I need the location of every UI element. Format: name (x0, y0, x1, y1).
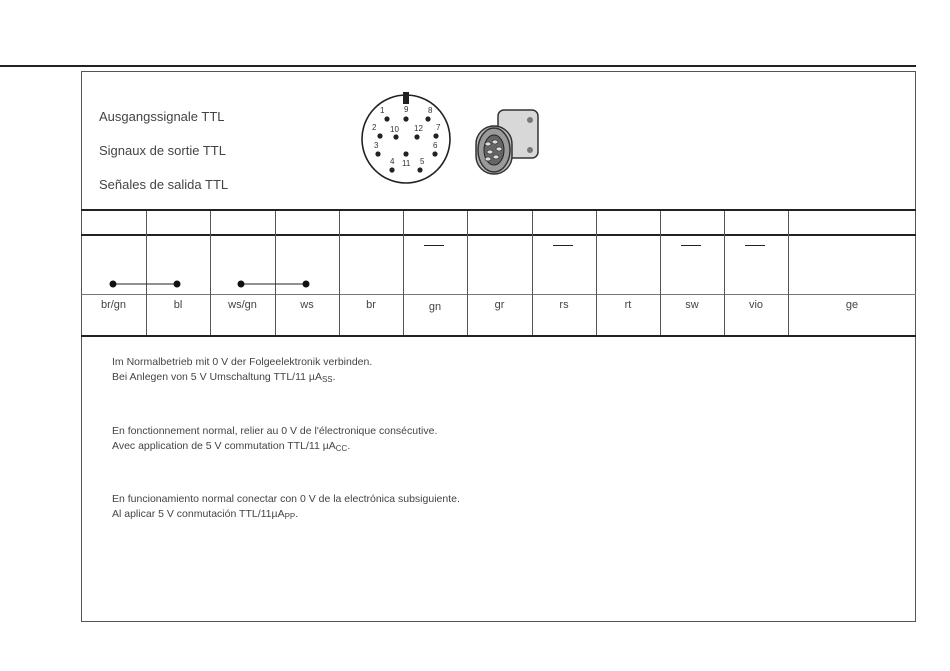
pin-label: 8 (428, 106, 433, 115)
pin-layout-diagram (360, 90, 456, 188)
wire-color-label: ws (300, 299, 314, 311)
note-line: Im Normalbetrieb mit 0 V der Folgeelektronik verbinden. (112, 356, 373, 368)
table-rule (81, 209, 916, 211)
note-line: Al aplicar 5 V conmutación TTL/11µA$_{PP}$. (112, 508, 299, 521)
pin-label: 12 (414, 124, 423, 133)
wire-color-label: rt (624, 299, 632, 311)
title-block (99, 108, 228, 210)
inverted-bar (745, 245, 765, 246)
pin-label: 10 (390, 125, 399, 134)
note-line: Avec application de 5 V commutation TTL/11 µA$_{CC}$. (112, 440, 351, 453)
inverted-bar (553, 245, 573, 246)
connector-illustration (468, 102, 544, 184)
wire-color-label: gn (428, 301, 442, 313)
wire-color-label: bl (173, 299, 183, 311)
note-fr (112, 424, 437, 456)
inverted-bar (424, 245, 444, 246)
title-es: Señales de salida TTL (99, 177, 229, 192)
wire-color-label: sw (685, 299, 699, 311)
pin-label: 2 (372, 123, 377, 132)
note-line: En fonctionnement normal, relier au 0 V de l'électronique consécutive. (112, 425, 438, 437)
wire-color-label: ge (845, 299, 859, 311)
note-line: En funcionamiento normal conectar con 0 V de la electrónica subsiguiente. (112, 493, 460, 505)
inverted-bar (681, 245, 701, 246)
note-line: Bei Anlegen von 5 V Umschaltung TTL/11 µA$_{SS}$. (112, 371, 336, 384)
title-de: Ausgangssignale TTL (99, 109, 225, 124)
top-rule (0, 65, 916, 67)
wire-color-label: ws/gn (228, 299, 257, 311)
pin-label: 9 (404, 105, 409, 114)
wire-color-label: rs (559, 299, 569, 311)
pin-label: 6 (433, 141, 438, 150)
pin-label: 3 (374, 141, 379, 150)
note-es (112, 492, 460, 524)
pin-label: 7 (436, 123, 441, 132)
wire-color-label: vio (748, 299, 764, 311)
title-fr: Signaux de sortie TTL (99, 143, 226, 158)
wire-color-label: br (366, 299, 376, 311)
link-lines (100, 276, 330, 292)
table-rule (81, 294, 916, 295)
pin-label: 4 (390, 157, 395, 166)
pin-label: 1 (380, 106, 385, 115)
wire-color-label: gr (494, 299, 505, 311)
table-rule (81, 335, 916, 337)
note-de (112, 355, 372, 387)
table-rule (81, 234, 916, 236)
pin-label: 11 (402, 159, 411, 168)
wire-color-label: br/gn (100, 299, 127, 311)
pin-label: 5 (420, 157, 425, 166)
